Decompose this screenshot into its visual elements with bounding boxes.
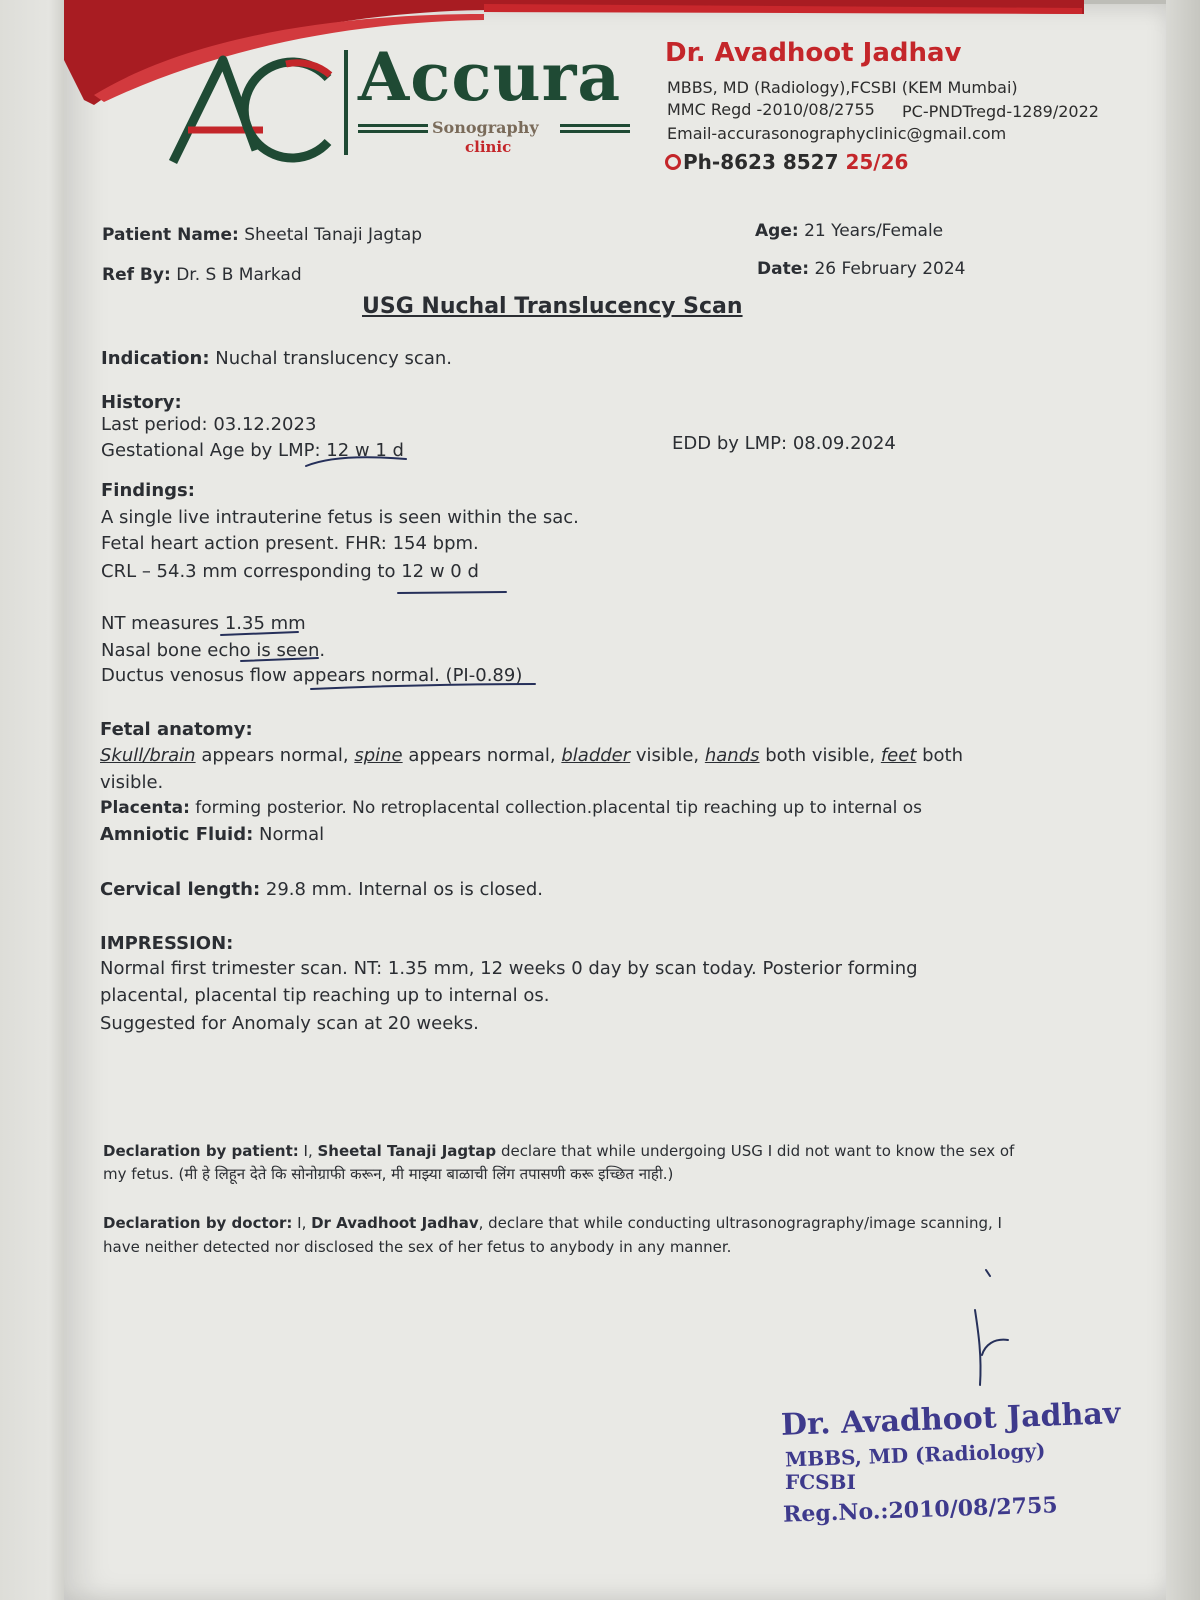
indication-label: Indication: — [101, 348, 210, 369]
report-title: USG Nuchal Translucency Scan — [362, 294, 743, 319]
clinic-sub1: Sonography — [432, 118, 539, 137]
stamp-name: Dr. Avadhoot Jadhav — [780, 1396, 1121, 1443]
age-value: 21 Years/Female — [804, 221, 944, 241]
date-value: 26 February 2024 — [814, 259, 966, 279]
last-period: Last period: 03.12.2023 — [101, 414, 317, 435]
patient-decl-name: Sheetal Tanaji Jagtap — [317, 1142, 497, 1160]
fluid-text: Normal — [253, 824, 325, 845]
placenta-label: Placenta: — [100, 798, 190, 818]
ductus-venosus: Ductus venosus flow appears normal. (PI-0.89) — [101, 665, 523, 686]
fluid-label: Amniotic Fluid: — [100, 824, 254, 845]
findings-label: Findings: — [101, 480, 195, 501]
doctor-name: Dr. Avadhoot Jadhav — [665, 38, 962, 68]
ga-label: Gestational Age by LMP: — [101, 440, 321, 461]
date-label: Date: — [757, 259, 810, 279]
patient-name: Sheetal Tanaji Jagtap — [244, 225, 423, 245]
stamp-reg-no: Reg.No.:2010/08/2755 — [782, 1492, 1059, 1528]
doctor-declaration-line2: have neither detected nor disclosed the sex of her fetus to anybody in any manner. — [103, 1238, 732, 1256]
anatomy-line2: visible. — [100, 772, 164, 793]
impression-line3: Suggested for Anomaly scan at 20 weeks. — [100, 1013, 479, 1034]
patient-decl-text: declare that while undergoing USG I did not want to know the sex of — [496, 1142, 1015, 1160]
nasal-bone: Nasal bone echo is seen. — [101, 640, 326, 661]
nt-value: 1.35 mm — [224, 613, 306, 634]
phone-suffix: 25/26 — [845, 150, 909, 174]
underline-ductus — [311, 684, 535, 689]
cervical-label: Cervical length: — [100, 879, 261, 900]
impression-line2: placental, placental tip reaching up to internal os. — [100, 985, 550, 1006]
stamp-qualification: MBBS, MD (Radiology) — [784, 1438, 1046, 1472]
clinic-email: Email-accurasonographyclinic@gmail.com — [667, 124, 1007, 143]
anatomy-skull: Skull/brain — [100, 745, 196, 766]
findings-line2: Fetal heart action present. FHR: 154 bpm. — [101, 533, 479, 554]
anatomy-label: Fetal anatomy: — [100, 719, 253, 740]
anatomy-t5: both — [916, 745, 964, 766]
patient-declaration-line2: my fetus. (मी हे लिहून देते कि सोनोग्राफी करून, मी माझ्या बाळाची लिंग तपासणी करू इच्छित नाही.) — [103, 1165, 674, 1183]
anatomy-t4: both visible, — [759, 745, 881, 766]
pcpndt-regd: PC-PNDTregd-1289/2022 — [902, 102, 1099, 121]
clinic-sub2: clinic — [465, 138, 512, 156]
signature-icon — [975, 1310, 1008, 1385]
history-label: History: — [101, 392, 182, 413]
anatomy-spine: spine — [354, 745, 403, 766]
anatomy-t3: visible, — [630, 745, 705, 766]
anatomy-hands: hands — [704, 745, 760, 766]
anatomy-feet: feet — [880, 745, 917, 766]
anatomy-bladder: bladder — [561, 745, 631, 766]
patient-decl-label: Declaration by patient: — [103, 1142, 299, 1160]
ref-label: Ref By: — [102, 265, 171, 285]
doctor-decl-label: Declaration by doctor: — [103, 1214, 293, 1232]
underline-nt — [221, 632, 298, 635]
clinic-name: Accura — [358, 38, 622, 116]
stamp-fcsbi: FCSBI — [785, 1470, 856, 1494]
anatomy-t1: appears normal, — [195, 745, 355, 766]
ref-doctor: Dr. S B Markad — [176, 265, 302, 285]
edd: EDD by LMP: 08.09.2024 — [672, 433, 896, 454]
anatomy-t2: appears normal, — [402, 745, 562, 766]
doctor-decl-text: , declare that while conducting ultrasonogragraphy/image scanning, I — [478, 1214, 1002, 1232]
mmc-regd: MMC Regd -2010/08/2755 — [667, 100, 875, 119]
nt-prefix: NT measures — [101, 613, 220, 634]
pen-tick — [986, 1270, 990, 1276]
underline-ga — [306, 457, 406, 466]
cervical-text: 29.8 mm. Internal os is closed. — [260, 879, 544, 900]
impression-label: IMPRESSION: — [100, 933, 234, 954]
doctor-qualifications: MBBS, MD (Radiology),FCSBI (KEM Mumbai) — [667, 78, 1018, 97]
doctor-decl-name: Dr Avadhoot Jadhav — [311, 1214, 479, 1232]
age-label: Age: — [755, 221, 799, 241]
phone-number: Ph-8623 8527 — [683, 150, 839, 174]
patient-decl-pre: I, — [298, 1142, 318, 1160]
ga-value: 12 w 1 d — [326, 440, 404, 461]
underline-crl — [398, 592, 506, 593]
patient-name-label: Patient Name: — [102, 225, 239, 245]
findings-line3: CRL – 54.3 mm corresponding to 12 w 0 d — [101, 561, 479, 582]
impression-line1: Normal first trimester scan. NT: 1.35 mm, 12 weeks 0 day by scan today. Posterior forming — [100, 958, 918, 979]
findings-line1: A single live intrauterine fetus is seen within the sac. — [101, 507, 579, 528]
doctor-decl-pre: I, — [292, 1214, 312, 1232]
indication-text: Nuchal translucency scan. — [215, 348, 452, 369]
placenta-text: forming posterior. No retroplacental collection.placental tip reaching up to internal os — [189, 798, 923, 818]
underline-nasal — [241, 658, 318, 661]
